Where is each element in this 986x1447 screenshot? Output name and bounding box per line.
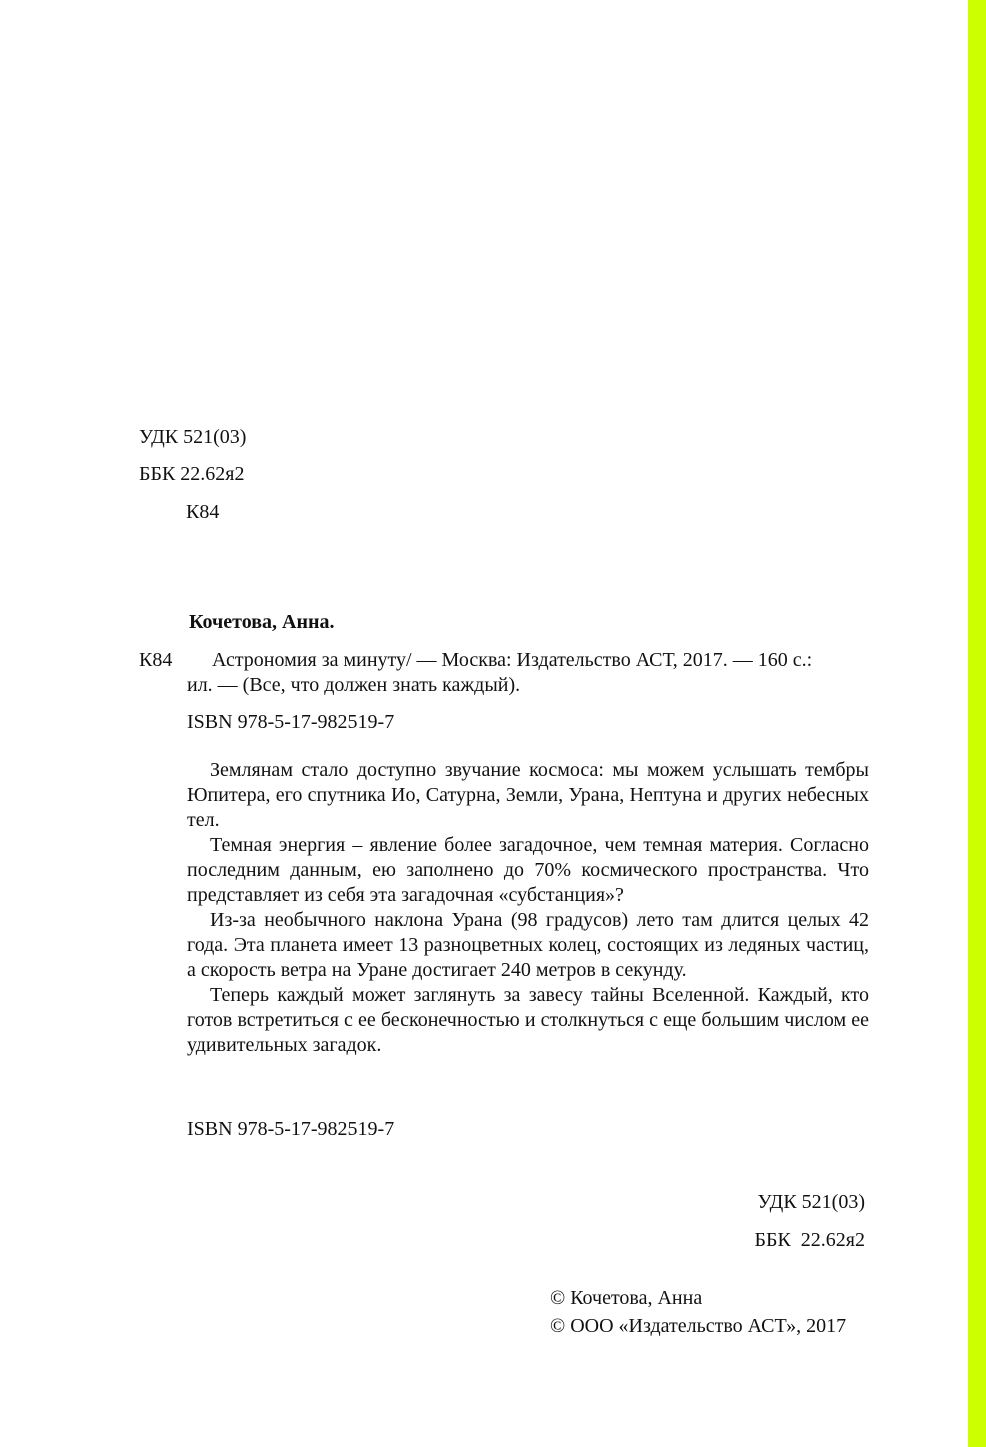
annotation-paragraph: Темная энергия – явление более загадочное, чем темная материя. Согласно последним данным, ею заполнено до 70% космического пространства. Что представляет из себя эта загадочная «субстанция»? <box>187 834 869 906</box>
accent-band <box>968 0 986 1447</box>
isbn-bottom: ISBN 978-5-17-982519-7 <box>187 1118 395 1140</box>
annotation <box>187 758 869 1058</box>
entry-isbn: ISBN 978-5-17-982519-7 <box>187 711 395 733</box>
entry-author: Кочетова, Анна. <box>189 611 335 633</box>
copyright-publisher: © ООО «Издательство АСТ», 2017 <box>550 1315 847 1337</box>
udk-header: УДК 521(03) <box>139 426 247 448</box>
entry-title-line-1: Астрономия за минуту/ — Москва: Издательство АСТ, 2017. — 160 с.: <box>212 649 813 671</box>
annotation-paragraph: Землянам стало доступно звучание космоса: мы можем услышать тембры Юпитера, его спутника Ио, Сатурна, Земли, Урана, Нептуна и других небесных тел. <box>187 759 869 831</box>
entry-mark: К84 <box>139 649 173 671</box>
copyright-author: © Кочетова, Анна <box>550 1287 703 1309</box>
annotation-paragraph: Теперь каждый может заглянуть за завесу тайны Вселенной. Каждый, кто готов встретиться с ее бесконечностью и столкнуться с еще большим числом ее удивительных загадок. <box>187 984 869 1056</box>
author-mark-header: К84 <box>186 501 220 523</box>
bbk-footer: ББК 22.62я2 <box>754 1229 865 1251</box>
bbk-header: ББК 22.62я2 <box>139 463 245 485</box>
udk-footer: УДК 521(03) <box>757 1191 865 1213</box>
entry-title-line-2: ил. — (Все, что должен знать каждый). <box>187 674 521 696</box>
annotation-paragraph: Из-за необычного наклона Урана (98 градусов) лето там длится целых 42 года. Эта планета имеет 13 разноцветных колец, состоящих из ледяных частиц, а скорость ветра на Уране достигает 240 метров в секунду. <box>187 909 869 981</box>
